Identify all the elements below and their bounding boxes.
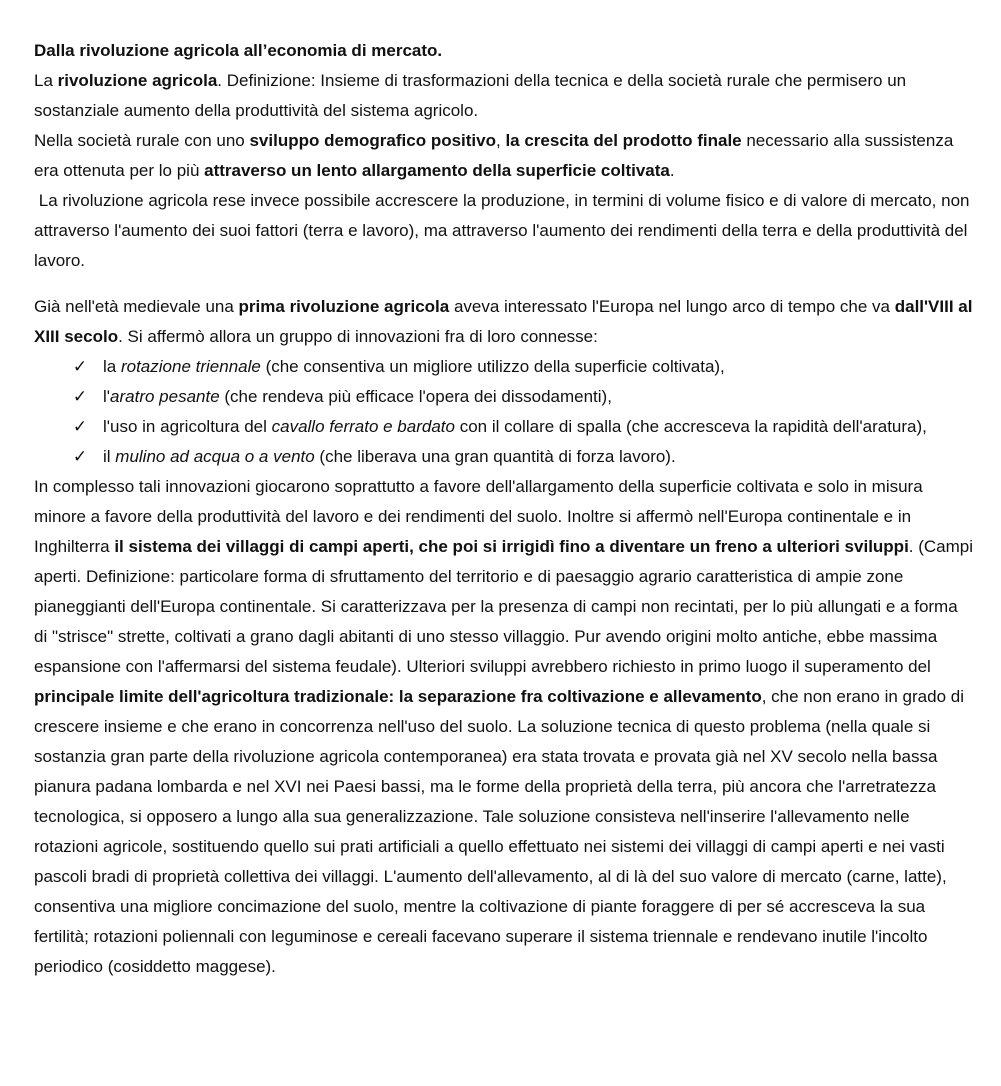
- document-page: [34, 36, 974, 982]
- innovations-checklist: [34, 352, 974, 472]
- italic-term: rotazione triennale: [120, 357, 261, 376]
- text-run: . Si affermò allora un gruppo di innovazioni fra di loro connesse:: [118, 327, 598, 346]
- paragraph-medieval: [34, 292, 974, 352]
- text-run: Nella società rurale con uno: [34, 131, 250, 150]
- checkmark-icon: ✓: [72, 387, 88, 406]
- text-run: (che consentiva un migliore utilizzo della superficie coltivata),: [260, 357, 725, 376]
- text-run: (che rendeva più efficace l'opera dei dissodamenti),: [219, 387, 612, 406]
- text-run: . Definizione: Insieme di trasformazioni della tecnica e della società rurale che permisero un sostanziale aumento della produttività del sistema agricolo.: [34, 71, 907, 120]
- paragraph-revolution-effects: [34, 186, 974, 276]
- text-run: .: [669, 161, 675, 180]
- text-run: con il collare di spalla (che accresceva la rapidità dell'aratura),: [454, 417, 927, 436]
- text-run: . (Campi aperti. Definizione: particolare forma di sfruttamento del territorio e di paesaggio agrario caratteristica di ampie zone pianeggianti dell'Europa continentale. Si caratterizzava per la presenza di campi non recintati, per lo più allungati e a forma di "strisce" strette, coltivati a grano dagli abitanti di uno stesso villaggio. Pur avendo origini molto antiche, ebbe massima espansione con l'affermarsi del sistema feudale). Ulteriori sviluppi avrebbero richiesto in primo luogo il superamento del: [34, 537, 974, 676]
- bold-term: principale limite dell'agricoltura tradizionale: la separazione fra coltivazione e allevamento: [34, 687, 762, 706]
- checkmark-icon: ✓: [72, 417, 88, 436]
- text-run: Già nell'età medievale una: [34, 297, 239, 316]
- document-title: [34, 36, 974, 66]
- text-run: , che non erano in grado di crescere insieme e che erano in concorrenza nell'uso del suolo. La soluzione tecnica di questo problema (nella quale si sostanzia gran parte della rivoluzione agricola contemporanea) era stata trovata e provata già nel XV secolo nella bassa pianura padana lombarda e nel XVI nei Paesi bassi, ma le forme della proprietà della terra, più ancora che l'arretratezza tecnologica, si opposero a lungo alla sua generalizzazione. Tale soluzione consisteva nell'inserire l'allevamento nelle rotazioni agricole, sostituendo quello sui prati artificiali a quello effettuato nei sistemi dei villaggi di campi aperti e nei vasti pascoli bradi di proprietà collettiva dei villaggi. L'aumento dell'allevamento, al di là del suo valore di mercato (carne, latte), consentiva una migliore concimazione del suolo, mentre la coltivazione di piante foraggere di per sé accresceva la sua fertilità; rotazioni poliennali con leguminose e cereali facevano superare il sistema triennale e rendevano inutile l'incolto periodico (cosiddetto maggese).: [34, 687, 964, 976]
- paragraph-rural-society: [34, 126, 974, 186]
- bold-term: dall'VIII al XIII secolo: [34, 297, 973, 346]
- text-run: ,: [496, 131, 506, 150]
- italic-term: cavallo ferrato e bardato: [271, 417, 455, 436]
- bold-term: attraverso un lento allargamento della superficie coltivata: [204, 161, 670, 180]
- text-run: La rivoluzione agricola rese invece possibile accrescere la produzione, in termini di volume fisico e di valore di mercato, non attraverso l'aumento dei suoi fattori (terra e lavoro), ma attraverso l'aumento dei rendimenti della terra e della produttività del lavoro.: [34, 191, 975, 270]
- text-run: la: [103, 357, 121, 376]
- bold-term: sviluppo demografico positivo: [249, 131, 496, 150]
- text-run: l'uso in agricoltura del: [103, 417, 272, 436]
- text-run: aveva interessato l'Europa nel lungo arco di tempo che va: [449, 297, 895, 316]
- list-item: [34, 382, 974, 412]
- list-item: [34, 442, 974, 472]
- checkmark-icon: ✓: [72, 357, 88, 376]
- list-item: [34, 412, 974, 442]
- text-run: La: [34, 71, 58, 90]
- text-run: In complesso tali innovazioni giocarono soprattutto a favore dell'allargamento della superficie coltivata e solo in misura minore a favore della produttività del lavoro e dei rendimenti del suolo. Inoltre si affermò nell'Europa continentale e in Inghilterra: [34, 477, 923, 556]
- text-run: necessario alla sussistenza era ottenuta per lo più: [34, 131, 954, 180]
- text-run: il: [103, 447, 116, 466]
- title-text: Dalla rivoluzione agricola all’economia di mercato.: [34, 41, 443, 60]
- italic-term: aratro pesante: [110, 387, 220, 406]
- list-item: [34, 352, 974, 382]
- paragraph-gap: [34, 276, 974, 292]
- bold-term: la crescita del prodotto finale: [505, 131, 742, 150]
- paragraph-definition: [34, 66, 974, 126]
- paragraph-open-fields: [34, 472, 974, 982]
- bold-term: rivoluzione agricola: [57, 71, 218, 90]
- italic-term: mulino ad acqua o a vento: [115, 447, 315, 466]
- text-run: l': [103, 387, 111, 406]
- checkmark-icon: ✓: [72, 447, 88, 466]
- bold-term: prima rivoluzione agricola: [238, 297, 450, 316]
- text-run: (che liberava una gran quantità di forza lavoro).: [314, 447, 676, 466]
- bold-term: il sistema dei villaggi di campi aperti, che poi si irrigidì fino a diventare un freno a ulteriori sviluppi: [114, 537, 909, 556]
